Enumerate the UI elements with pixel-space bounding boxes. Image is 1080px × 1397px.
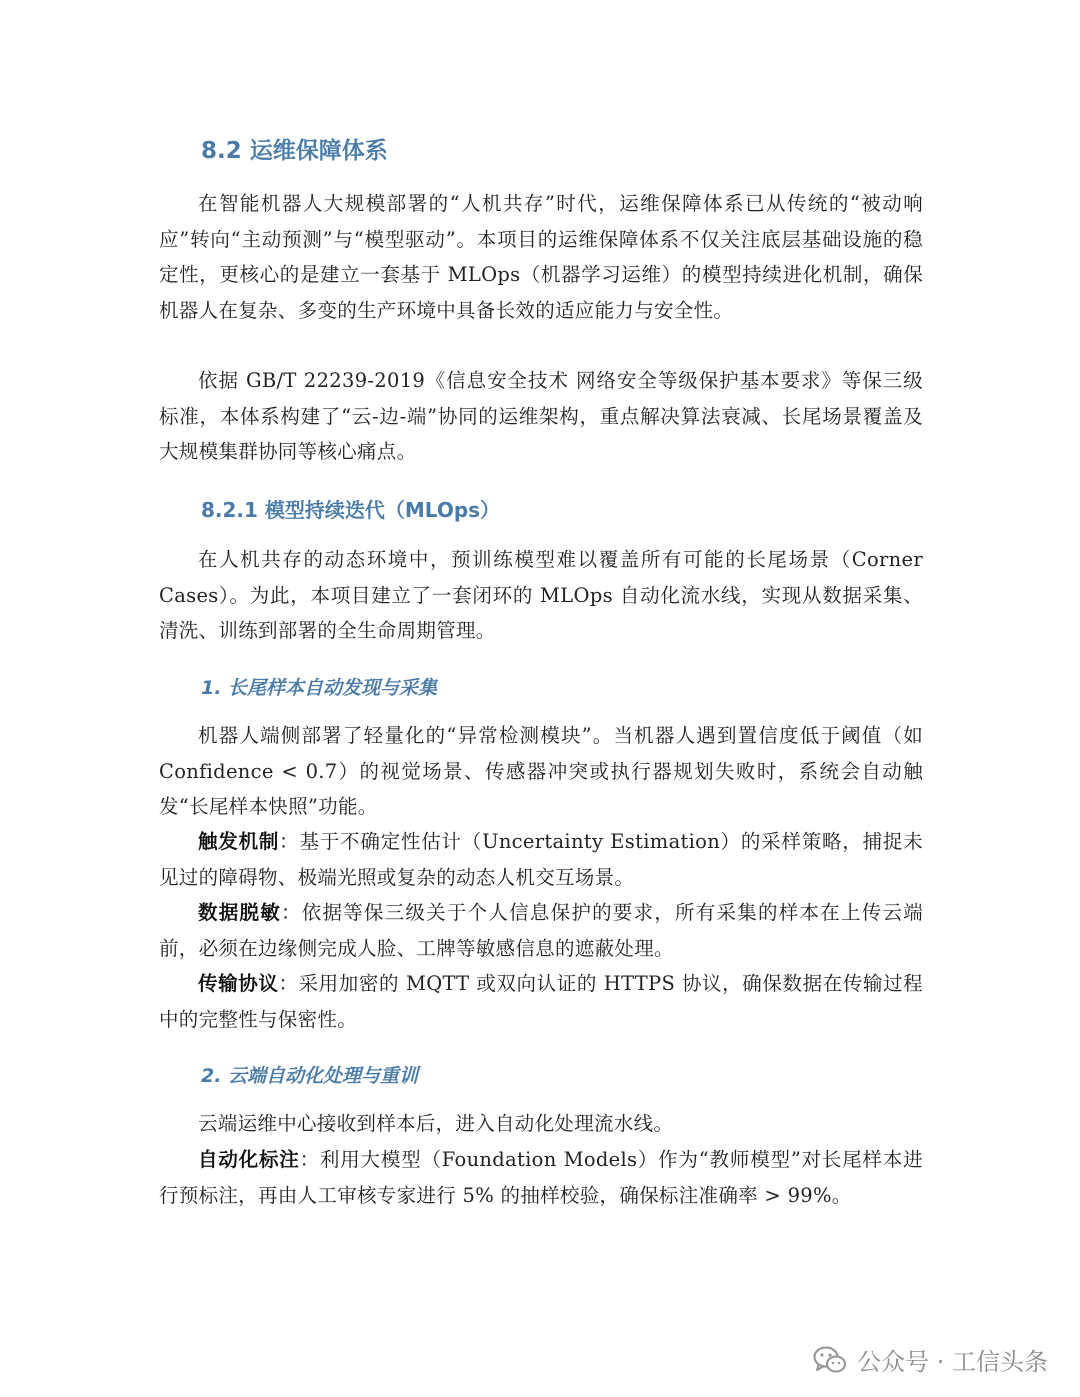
point-lead: 数据脱敏	[198, 901, 281, 924]
subsection-title: 8.2.1 模型持续迭代（MLOps）	[201, 498, 501, 522]
item1-point-trigger	[159, 824, 923, 895]
point-lead: 触发机制	[198, 830, 280, 853]
item1-title: 1. 长尾样本自动发现与采集	[201, 677, 438, 699]
section-paragraph-2: 依据 GB/T 22239-2019《信息安全技术 网络安全等级保护基本要求》等保三级标准，本体系构建了“云-边-端”协同的运维架构，重点解决算法衰减、长尾场景覆盖及大规模集群协同等核心痛点。	[159, 369, 923, 463]
section-title: 8.2 运维保障体系	[201, 138, 388, 164]
point-text: ：基于不确定性估计（Uncertainty Estimation）的采样策略，捕捉未见过的障碍物、极端光照或复杂的动态人机交互场景。	[159, 830, 923, 889]
point-lead: 自动化标注	[198, 1148, 300, 1171]
wechat-icon	[813, 1345, 847, 1375]
item1-paragraph: 机器人端侧部署了轻量化的“异常检测模块”。当机器人遇到置信度低于阈值（如 Confidence < 0.7）的视觉场景、传感器冲突或执行器规划失败时，系统会自动触发“长尾样本快照”功能。	[159, 724, 923, 818]
point-lead: 传输协议	[198, 972, 279, 995]
item1-point-desensitize	[159, 895, 923, 966]
watermark-text: 公众号 · 工信头条	[857, 1348, 1048, 1376]
section-paragraph-1: 在智能机器人大规模部署的“人机共存”时代，运维保障体系已从传统的“被动响应”转向“主动预测”与“模型驱动”。本项目的运维保障体系不仅关注底层基础设施的稳定性，更核心的是建立一套基于 MLOps（机器学习运维）的模型持续进化机制，确保机器人在复杂、多变的生产环境中具备长效的适应能力与安全性。	[159, 192, 923, 322]
point-text: ：依据等保三级关于个人信息保护的要求，所有采集的样本在上传云端前，必须在边缘侧完成人脸、工牌等敏感信息的遮蔽处理。	[159, 901, 923, 960]
point-text: ：利用大模型（Foundation Models）作为“教师模型”对长尾样本进行预标注，再由人工审核专家进行 5% 的抽样校验，确保标注准确率 > 99%。	[159, 1148, 923, 1207]
item1-point-protocol	[159, 966, 923, 1037]
item2-paragraph: 云端运维中心接收到样本后，进入自动化处理流水线。	[198, 1112, 674, 1135]
point-text: ：采用加密的 MQTT 或双向认证的 HTTPS 协议，确保数据在传输过程中的完整性与保密性。	[159, 972, 923, 1031]
watermark	[813, 1342, 1048, 1377]
subsection-paragraph: 在人机共存的动态环境中，预训练模型难以覆盖所有可能的长尾场景（Corner Cases）。为此，本项目建立了一套闭环的 MLOps 自动化流水线，实现从数据采集、清洗、训练到部署的全生命周期管理。	[159, 548, 923, 642]
item2-title: 2. 云端自动化处理与重训	[201, 1065, 419, 1087]
item2-point-annotation	[159, 1142, 923, 1213]
